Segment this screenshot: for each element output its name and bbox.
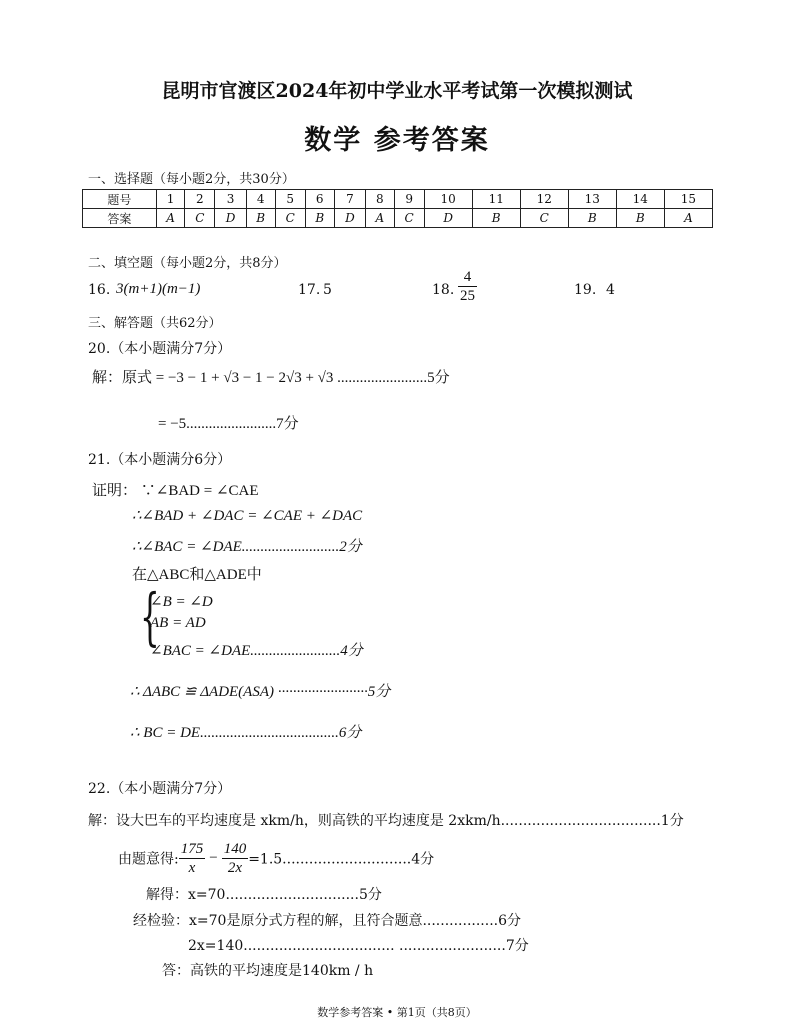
q18-fraction bbox=[458, 268, 477, 305]
table-cell: C bbox=[275, 209, 305, 228]
q22-fraction1-denominator: x bbox=[188, 860, 196, 876]
table-header-cell: 题号 bbox=[83, 190, 157, 209]
q21-line5: ∴ ΔABC ≌ ΔADE(ASA) ························5分 bbox=[130, 684, 391, 700]
q19-label: 19. bbox=[574, 282, 597, 298]
q22-line6: 答：高铁的平均速度是140km / h bbox=[162, 963, 374, 979]
table-cell: 8 bbox=[366, 190, 395, 209]
table-cell: 7 bbox=[334, 190, 365, 209]
q21-line6: ∴ BC = DE.....................................6分 bbox=[130, 725, 362, 741]
table-cell: C bbox=[520, 209, 568, 228]
table-header-cell: 答案 bbox=[83, 209, 157, 228]
q20-header: 20.（本小题满分7分） bbox=[88, 341, 232, 357]
q17-answer: 5 bbox=[323, 282, 332, 298]
table-cell: C bbox=[185, 209, 215, 228]
q22-line2-suffix: =1.5.............................4分 bbox=[248, 851, 435, 868]
section-choice-heading: 一、选择题（每小题2分，共30分） bbox=[88, 172, 295, 187]
q18-numerator: 4 bbox=[458, 268, 477, 287]
table-cell: D bbox=[334, 209, 365, 228]
table-cell: 15 bbox=[664, 190, 712, 209]
table-cell: B bbox=[616, 209, 664, 228]
table-cell: 3 bbox=[215, 190, 246, 209]
q22-line4: 经检验：x=70是原分式方程的解，且符合题意.................6分 bbox=[133, 913, 521, 929]
q22-fraction2-numerator: 140 bbox=[223, 841, 247, 857]
table-cell: A bbox=[664, 209, 712, 228]
table-cell: 1 bbox=[156, 190, 185, 209]
document-subtitle: 数学 参考答案 bbox=[304, 125, 490, 156]
section-fill-heading: 二、填空题（每小题2分，共8分） bbox=[88, 256, 287, 271]
q22-line2-prefix: 由题意得: bbox=[118, 851, 179, 868]
page-footer: 数学参考答案 • 第1页（共8页） bbox=[317, 1006, 477, 1019]
q16-answer: 3(m+1)(m−1) bbox=[116, 281, 201, 297]
table-cell: A bbox=[366, 209, 395, 228]
q21-brace-line3: ∠BAC = ∠DAE........................4分 bbox=[150, 643, 363, 659]
table-cell: B bbox=[305, 209, 334, 228]
q21-header: 21.（本小题满分6分） bbox=[88, 452, 232, 468]
table-cell: 5 bbox=[275, 190, 305, 209]
table-cell: 4 bbox=[246, 190, 275, 209]
q22-line5: 2x=140.................................. ........................7分 bbox=[188, 938, 529, 954]
table-cell: 2 bbox=[185, 190, 215, 209]
table-cell: 9 bbox=[394, 190, 424, 209]
document-title: 昆明市官渡区2024年初中学业水平考试第一次模拟测试 bbox=[161, 80, 633, 102]
q20-line1: 解：原式 = −3 − 1 + √3 − 1 − 2√3 + √3 ........................5分 bbox=[92, 370, 450, 386]
q22-line2-minus: − bbox=[209, 850, 218, 866]
table-cell: 6 bbox=[305, 190, 334, 209]
table-cell: A bbox=[156, 209, 185, 228]
answer-table bbox=[82, 189, 713, 228]
q20-line2: = −5........................7分 bbox=[158, 416, 299, 432]
q22-fraction1-numerator: 175 bbox=[180, 841, 204, 857]
table-cell: B bbox=[568, 209, 616, 228]
q22-header: 22.（本小题满分7分） bbox=[88, 781, 232, 797]
table-cell: 14 bbox=[616, 190, 664, 209]
table-cell: 10 bbox=[424, 190, 472, 209]
q22-line3: 解得：x=70..............................5分 bbox=[146, 887, 382, 903]
table-cell: 13 bbox=[568, 190, 616, 209]
q16-label: 16. bbox=[88, 282, 111, 298]
q19-answer: 4 bbox=[606, 282, 615, 298]
table-row-answers bbox=[83, 209, 713, 228]
q17-label: 17. bbox=[298, 282, 321, 298]
table-cell: C bbox=[394, 209, 424, 228]
q22-fraction2-denominator: 2x bbox=[227, 860, 243, 876]
table-cell: B bbox=[246, 209, 275, 228]
table-cell: 11 bbox=[472, 190, 520, 209]
table-row-numbers bbox=[83, 190, 713, 209]
q22-line1: 解：设大巴车的平均速度是 xkm/h，则高铁的平均速度是 2xkm/h....................................1分 bbox=[88, 813, 684, 829]
q21-line3: ∴∠BAC = ∠DAE..........................2分 bbox=[132, 539, 362, 555]
section-solve-heading: 三、解答题（共62分） bbox=[88, 316, 222, 331]
q21-brace-line2: AB = AD bbox=[150, 615, 206, 631]
q18-denominator: 25 bbox=[460, 288, 475, 304]
q21-brace-line1: ∠B = ∠D bbox=[150, 594, 213, 610]
table-cell: D bbox=[215, 209, 246, 228]
q22-line2 bbox=[118, 840, 434, 877]
q21-line2: ∴∠BAD + ∠DAC = ∠CAE + ∠DAC bbox=[132, 508, 363, 524]
table-cell: B bbox=[472, 209, 520, 228]
q18-label: 18. bbox=[432, 282, 455, 298]
q21-line1: 证明： ∵∠BAD = ∠CAE bbox=[92, 483, 259, 499]
q21-line4: 在△ABC和△ADE中 bbox=[132, 567, 262, 583]
table-cell: 12 bbox=[520, 190, 568, 209]
table-cell: D bbox=[424, 209, 472, 228]
brace-icon: { bbox=[140, 580, 160, 653]
